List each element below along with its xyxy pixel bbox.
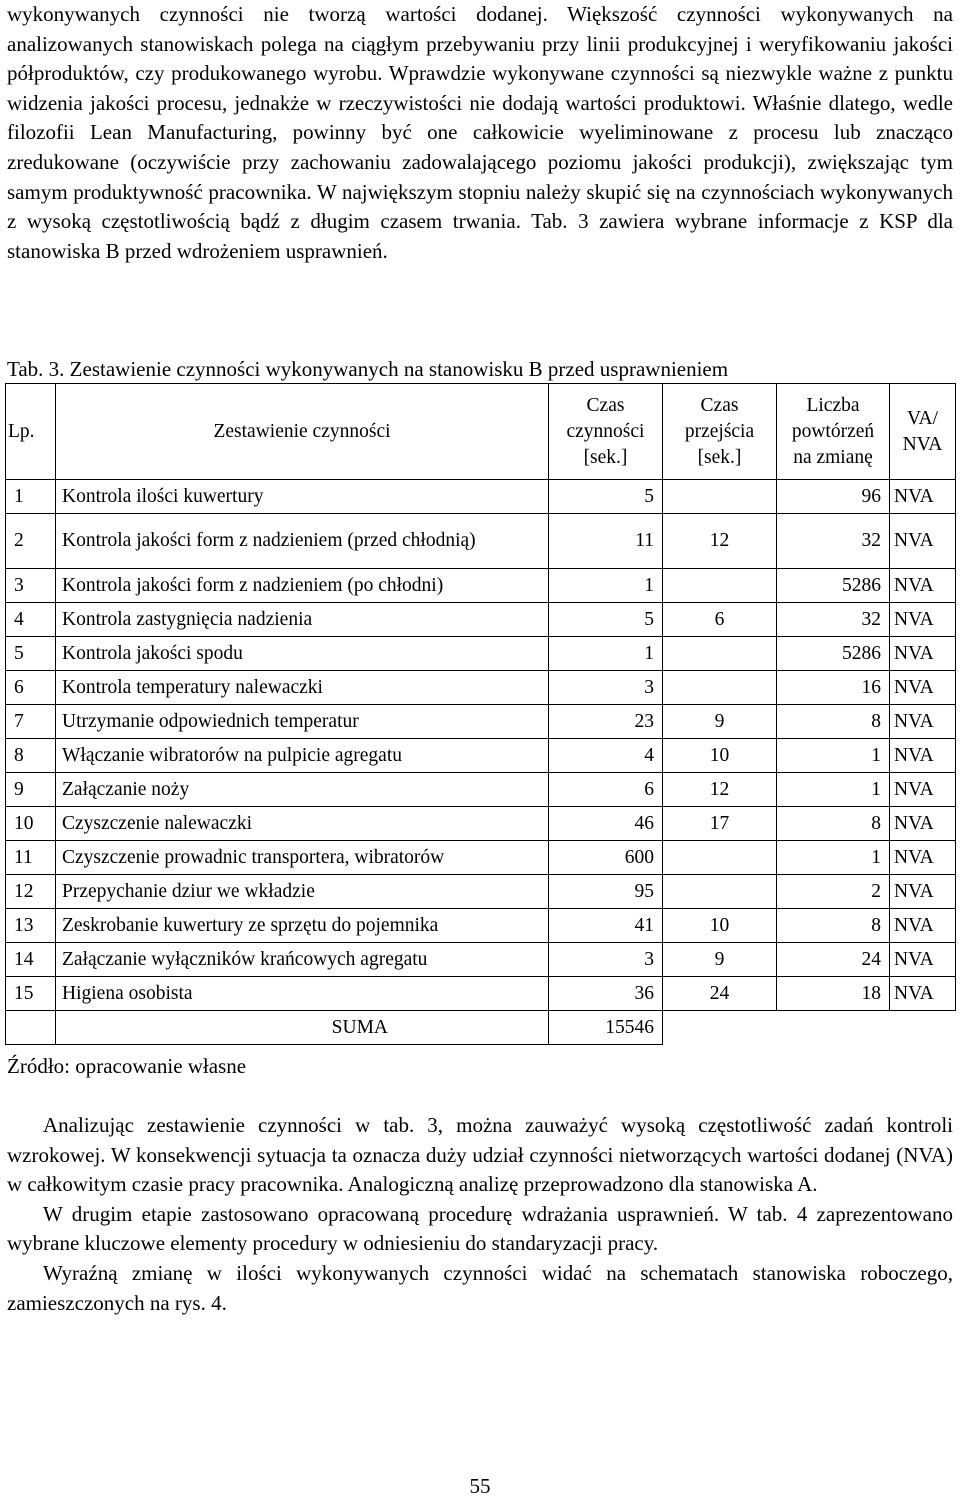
sum-label: SUMA [56,1011,549,1045]
cell-va-nva: NVA [890,943,956,977]
cell-lp: 4 [6,603,56,637]
cell-activity-time: 11 [549,514,663,569]
cell-repetitions: 8 [777,807,890,841]
cell-transition-time: 6 [663,603,777,637]
cell-va-nva: NVA [890,909,956,943]
cell-activity-time: 46 [549,807,663,841]
cell-activity-time: 5 [549,480,663,514]
cell-va-nva: NVA [890,807,956,841]
cell-repetitions: 5286 [777,569,890,603]
table-row [6,909,956,943]
table-row [6,514,956,569]
table-row [6,977,956,1011]
cell-activity-time: 3 [549,943,663,977]
cell-lp: 5 [6,637,56,671]
header-va-nva: VA/ NVA [890,384,956,480]
cell-transition-time: 10 [663,739,777,773]
cell-activity: Kontrola zastygnięcia nadzienia [56,603,549,637]
table-row [6,807,956,841]
cell-activity-time: 23 [549,705,663,739]
sum-blank [663,1011,956,1045]
header-transition-time: Czas przejścia [sek.] [663,384,777,480]
cell-transition-time: 12 [663,514,777,569]
sum-row [6,1011,956,1045]
cell-va-nva: NVA [890,603,956,637]
table-row [6,705,956,739]
cell-activity-time: 4 [549,739,663,773]
cell-transition-time: 17 [663,807,777,841]
cell-va-nva: NVA [890,773,956,807]
cell-activity-time: 1 [549,637,663,671]
header-repetitions: Liczba powtórzeń na zmianę [777,384,890,480]
cell-lp: 9 [6,773,56,807]
table-caption: Tab. 3. Zestawienie czynności wykonywanych na stanowisku B przed usprawnieniem [7,357,729,381]
cell-repetitions: 16 [777,671,890,705]
cell-lp: 2 [6,514,56,569]
cell-va-nva: NVA [890,637,956,671]
cell-transition-time: 9 [663,943,777,977]
cell-activity: Utrzymanie odpowiednich temperatur [56,705,549,739]
paragraph-analysis: Analizując zestawienie czynności w tab. 3, można zauważyć wysoką częstotliwość zadań kontroli wzrokowej. W konsekwencji sytuacja ta oznacza duży udział czynności nietworzących wartości dodanej (NVA) w całkowitym czasie pracy pracownika. Analogiczną analizę przeprowadzono dla stanowiska A. [7,1113,953,1197]
table-row [6,875,956,909]
sum-value: 15546 [549,1011,663,1045]
cell-va-nva: NVA [890,977,956,1011]
cell-activity-time: 95 [549,875,663,909]
cell-lp: 12 [6,875,56,909]
cell-repetitions: 32 [777,514,890,569]
cell-transition-time [663,480,777,514]
cell-transition-time [663,671,777,705]
cell-transition-time: 9 [663,705,777,739]
table-row [6,841,956,875]
table-row [6,773,956,807]
cell-activity: Kontrola jakości form z nadzieniem (po chłodni) [56,569,549,603]
paragraph-second-stage: W drugim etapie zastosowano opracowaną procedurę wdrażania usprawnień. W tab. 4 zaprezentowano wybrane kluczowe elementy procedury w odniesieniu do standaryzacji pracy. [7,1201,953,1256]
table-header-row [6,384,956,480]
header-lp: Lp. [6,384,56,480]
cell-lp: 1 [6,480,56,514]
cell-repetitions: 1 [777,841,890,875]
sum-empty-cell [6,1011,56,1045]
cell-activity: Kontrola jakości spodu [56,637,549,671]
cell-activity: Higiena osobista [56,977,549,1011]
cell-lp: 14 [6,943,56,977]
cell-va-nva: NVA [890,705,956,739]
page-number: 55 [469,1474,491,1498]
cell-va-nva: NVA [890,875,956,909]
cell-lp: 8 [6,739,56,773]
cell-activity: Czyszczenie nalewaczki [56,807,549,841]
intro-paragraph: wykonywanych czynności nie tworzą wartości dodanej. Większość czynności wykonywanych na analizowanych stanowiskach polega na ciągłym przebywaniu przy linii produkcyjnej i weryfikowaniu jakości półproduktów, czy produkowanego wyrobu. Wprawdzie wykonywane czynności są niezwykle ważne z punktu widzenia jakości procesu, jednakże w rzeczywistości nie dodają wartości produktowi. Właśnie dlatego, wedle filozofii Lean Manufacturing, powinny być one całkowicie wyeliminowane z procesu lub znacząco zredukowane (oczywiście przy zachowaniu zadowalającego poziomu jakości produkcji), zwiększając tym samym produktywność pracownika. W największym stopniu należy skupić się na czynnościach wykonywanych z wysoką częstotliwością bądź z długim czasem trwania. Tab. 3 zawiera wybrane informacje z KSP dla stanowiska B przed wdrożeniem usprawnień. [7,2,953,263]
cell-repetitions: 96 [777,480,890,514]
paragraph-schemes: Wyraźną zmianę w ilości wykonywanych czynności widać na schematach stanowiska roboczego, zamieszczonych na rys. 4. [7,1260,953,1315]
cell-activity-time: 1 [549,569,663,603]
cell-repetitions: 32 [777,603,890,637]
cell-transition-time [663,569,777,603]
table-row [6,569,956,603]
cell-repetitions: 8 [777,705,890,739]
cell-activity: Kontrola ilości kuwertury [56,480,549,514]
cell-lp: 11 [6,841,56,875]
cell-va-nva: NVA [890,569,956,603]
cell-repetitions: 5286 [777,637,890,671]
cell-activity-time: 3 [549,671,663,705]
cell-transition-time [663,841,777,875]
table-row [6,637,956,671]
cell-transition-time [663,637,777,671]
cell-lp: 6 [6,671,56,705]
source-note: Źródło: opracowanie własne [7,1054,247,1078]
cell-lp: 3 [6,569,56,603]
activities-table [5,383,956,1045]
cell-transition-time: 12 [663,773,777,807]
cell-activity-time: 600 [549,841,663,875]
cell-repetitions: 1 [777,773,890,807]
cell-activity: Czyszczenie prowadnic transportera, wibratorów [56,841,549,875]
cell-lp: 10 [6,807,56,841]
cell-activity: Kontrola jakości form z nadzieniem (przed chłodnią) [56,514,549,569]
cell-activity-time: 6 [549,773,663,807]
cell-transition-time: 24 [663,977,777,1011]
cell-activity: Załączanie wyłączników krańcowych agregatu [56,943,549,977]
table-row [6,480,956,514]
header-activity-time: Czas czynności [sek.] [549,384,663,480]
cell-lp: 7 [6,705,56,739]
cell-activity-time: 5 [549,603,663,637]
cell-repetitions: 8 [777,909,890,943]
cell-lp: 13 [6,909,56,943]
cell-va-nva: NVA [890,514,956,569]
cell-repetitions: 24 [777,943,890,977]
cell-va-nva: NVA [890,671,956,705]
header-activity: Zestawienie czynności [56,384,549,480]
cell-transition-time [663,875,777,909]
cell-repetitions: 18 [777,977,890,1011]
closing-paragraphs [7,1111,953,1318]
cell-transition-time: 10 [663,909,777,943]
cell-activity: Zeskrobanie kuwertury ze sprzętu do pojemnika [56,909,549,943]
cell-activity: Włączanie wibratorów na pulpicie agregatu [56,739,549,773]
table-row [6,671,956,705]
cell-activity-time: 41 [549,909,663,943]
cell-va-nva: NVA [890,480,956,514]
cell-repetitions: 1 [777,739,890,773]
cell-lp: 15 [6,977,56,1011]
cell-va-nva: NVA [890,841,956,875]
cell-activity: Załączanie noży [56,773,549,807]
cell-activity: Przepychanie dziur we wkładzie [56,875,549,909]
table-row [6,603,956,637]
cell-va-nva: NVA [890,739,956,773]
table-row [6,739,956,773]
cell-activity: Kontrola temperatury nalewaczki [56,671,549,705]
cell-repetitions: 2 [777,875,890,909]
cell-activity-time: 36 [549,977,663,1011]
table-row [6,943,956,977]
